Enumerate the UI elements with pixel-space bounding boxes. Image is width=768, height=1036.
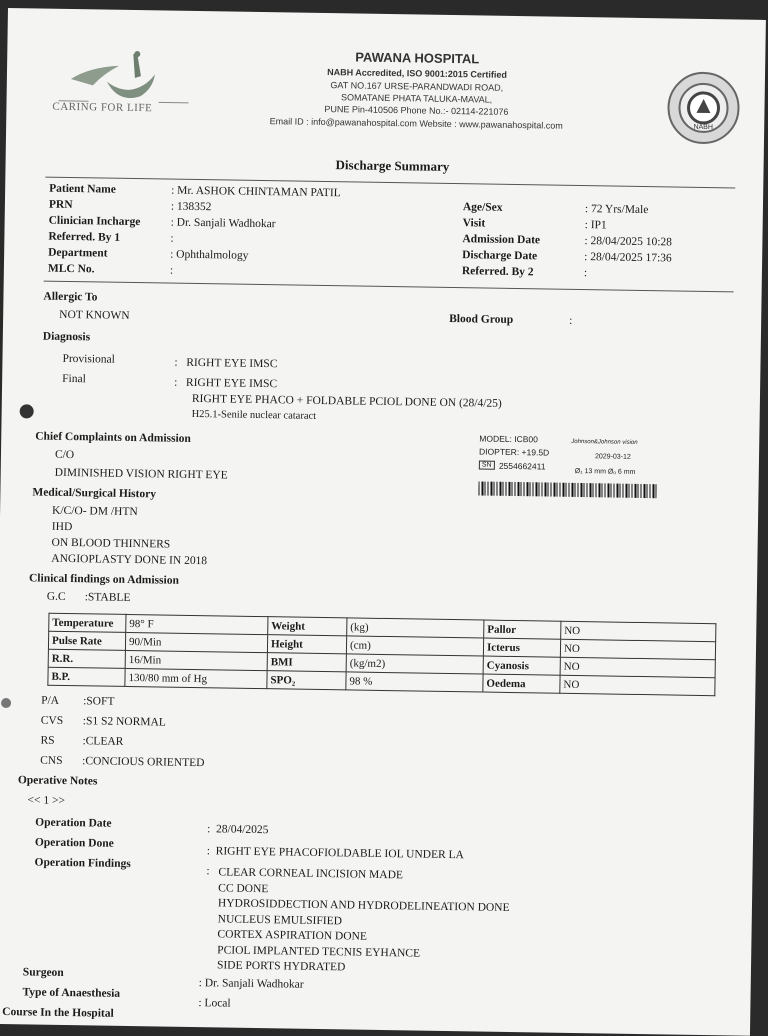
discharge-summary-page (0, 8, 766, 1036)
history-line-4: ANGIOPLASTY DONE IN 2018 (51, 552, 208, 568)
pa-label: P/A (41, 694, 60, 707)
history-line-3: ON BLOOD THINNERS (51, 536, 171, 551)
patient-name: : Mr. ASHOK CHINTAMAN PATIL (171, 184, 341, 200)
lens-barcode (478, 481, 656, 498)
operation-done-value: : RIGHT EYE PHACOFIOLDABLE IOL UNDER LA (206, 845, 464, 862)
operative-index: << 1 >> (27, 794, 66, 807)
table-row: Pulse Rate 90/Min Height (cm) Icterus NO (48, 631, 715, 659)
table-row: B.P. 130/80 mm of Hg SPO₂ 98 % Oedema NO (48, 667, 715, 695)
vitals-table (47, 613, 716, 696)
department-label: Department (48, 246, 108, 260)
lens-sn-tag: SN (479, 460, 495, 469)
lens-dimensions: Ø₁ 13 mm Øₒ 6 mm (574, 467, 636, 476)
hospital-logo (48, 43, 199, 127)
punch-hole (20, 404, 34, 418)
lens-serial: 2554662411 (498, 460, 546, 472)
allergic-value: NOT KNOWN (59, 308, 130, 322)
provisional-value: : RIGHT EYE IMSC (174, 356, 278, 371)
hospital-name: PAWANA HOSPITAL (355, 49, 480, 67)
list-item: PCIOL IMPLANTED TECNIS EYHANCE (217, 943, 421, 960)
header-rule (45, 177, 735, 189)
final-value-1: : RIGHT EYE IMSC (174, 376, 278, 391)
lens-brand: Johnson&Johnson vision (571, 438, 638, 446)
complaints-line-2: DIMINISHED VISION RIGHT EYE (54, 466, 228, 482)
blood-group-value: : (569, 314, 573, 327)
operation-date-value: : 28/04/2025 (207, 823, 269, 837)
referred-by-1-value: : (170, 232, 174, 245)
list-item: CC DONE (218, 881, 269, 895)
final-value-2: RIGHT EYE PHACO + FOLDABLE PCIOL DONE ON (28/4/25) (191, 392, 502, 410)
rs-label: RS (40, 734, 55, 747)
operative-label: Operative Notes (17, 774, 98, 788)
history-line-1: K/C/O- DM /HTN (52, 504, 138, 519)
course-label: Course In the Hospital (2, 1006, 114, 1020)
list-item: CORTEX ASPIRATION DONE (217, 928, 368, 943)
list-item: HYDROSIDDECTION AND HYDRODELINEATION DONE (217, 897, 510, 914)
cvs-label: CVS (40, 714, 64, 727)
iol-lens-sticker (479, 433, 659, 476)
mlc-label: MLC No. (47, 262, 95, 276)
patient-name-label: Patient Name (49, 182, 117, 196)
list-item: SIDE PORTS HYDRATED (216, 959, 346, 974)
pa-value: :SOFT (83, 695, 115, 708)
rs-value: :CLEAR (82, 735, 124, 748)
surgeon-label: Surgeon (22, 966, 64, 979)
operation-done-label: Operation Done (34, 836, 114, 850)
complaints-label: Chief Complaints on Admission (35, 430, 191, 445)
department-value: : Ophthalmology (170, 248, 249, 262)
cns-value: :CONCIOUS ORIENTED (82, 755, 205, 770)
blood-group-label: Blood Group (449, 312, 514, 326)
provisional-label: Provisional (62, 352, 115, 366)
admission-date-value: : 28/04/2025 10:28 (584, 235, 673, 249)
seal-text: NABH (693, 123, 713, 132)
logo-caption: CARING FOR LIFE (52, 100, 153, 115)
surgeon-value: : Dr. Sanjali Wadhokar (198, 977, 304, 991)
operation-findings-list (217, 865, 510, 978)
list-item: NUCLEUS EMULSIFIED (217, 912, 343, 927)
final-value-3: H25.1-Senile nuclear cataract (191, 408, 317, 422)
referred-by-1-label: Referred. By 1 (48, 230, 121, 244)
referred-by-2-label: Referred. By 2 (461, 265, 534, 279)
cvs-value: :S1 S2 NORMAL (82, 715, 166, 729)
discharge-date-label: Discharge Date (462, 249, 538, 263)
clinical-label: Clinical findings on Admission (28, 572, 179, 587)
lens-expiry: 2029-03-12 (594, 453, 631, 461)
history-line-2: IHD (51, 520, 73, 534)
complaints-line-1: C/O (54, 448, 75, 462)
lens-model: MODEL: ICB00 (479, 433, 538, 445)
nabh-seal-icon (666, 70, 741, 145)
visit-value: : IP1 (584, 219, 607, 232)
allergic-label: Allergic To (43, 290, 98, 304)
operation-findings-label: Operation Findings (34, 856, 131, 871)
hospital-address-2: SOMATANE PHATA TALUKA-MAVAL, (340, 92, 493, 105)
prn-value: : 138352 (170, 200, 212, 214)
patient-info-rule (44, 281, 734, 293)
operation-findings-colon: : (206, 865, 210, 878)
mlc-value: : (169, 264, 174, 277)
hospital-address-1: GAT NO.167 URSE-PARANDWADI ROAD, (330, 80, 504, 93)
punch-hole (1, 698, 11, 708)
operation-date-label: Operation Date (35, 816, 112, 830)
history-label: Medical/Surgical History (32, 486, 157, 501)
anaesthesia-label: Type of Anaesthesia (22, 986, 121, 1000)
cns-label: CNS (40, 754, 63, 767)
age-sex-value: : 72 Yrs/Male (584, 203, 649, 217)
admission-date-label: Admission Date (462, 233, 541, 247)
referred-by-2-value: : (583, 267, 588, 280)
lens-diopter: DIOPTER: +19.5D (479, 446, 550, 458)
age-sex-label: Age/Sex (462, 201, 503, 214)
discharge-date-value: : 28/04/2025 17:36 (584, 251, 672, 265)
hospital-contact: Email ID : info@pawanahospital.com Website : www.pawanahospital.com (269, 116, 563, 131)
hospital-address-3: PUNE Pin-410506 Phone No.:- 02114-221076 (324, 103, 509, 117)
gc-label: G.C (46, 590, 66, 603)
gc-value: :STABLE (84, 591, 131, 604)
visit-label: Visit (462, 217, 486, 230)
document-title: Discharge Summary (335, 157, 450, 174)
hospital-accreditation: NABH Accredited, ISO 9001:2015 Certified (327, 67, 507, 80)
anaesthesia-value: : Local (198, 997, 231, 1010)
list-item: CLEAR CORNEAL INCISION MADE (218, 866, 404, 882)
clinician-value: : Dr. Sanjali Wadhokar (170, 216, 276, 231)
table-row: R.R. 16/Min BMI (kg/m2) Cyanosis NO (48, 649, 715, 677)
diagnosis-label: Diagnosis (42, 330, 91, 344)
final-label: Final (62, 372, 86, 386)
prn-label: PRN (48, 198, 73, 212)
table-row: Temperature 98° F Weight (kg) Pallor NO (49, 613, 716, 641)
clinician-label: Clinician Incharge (48, 214, 141, 229)
